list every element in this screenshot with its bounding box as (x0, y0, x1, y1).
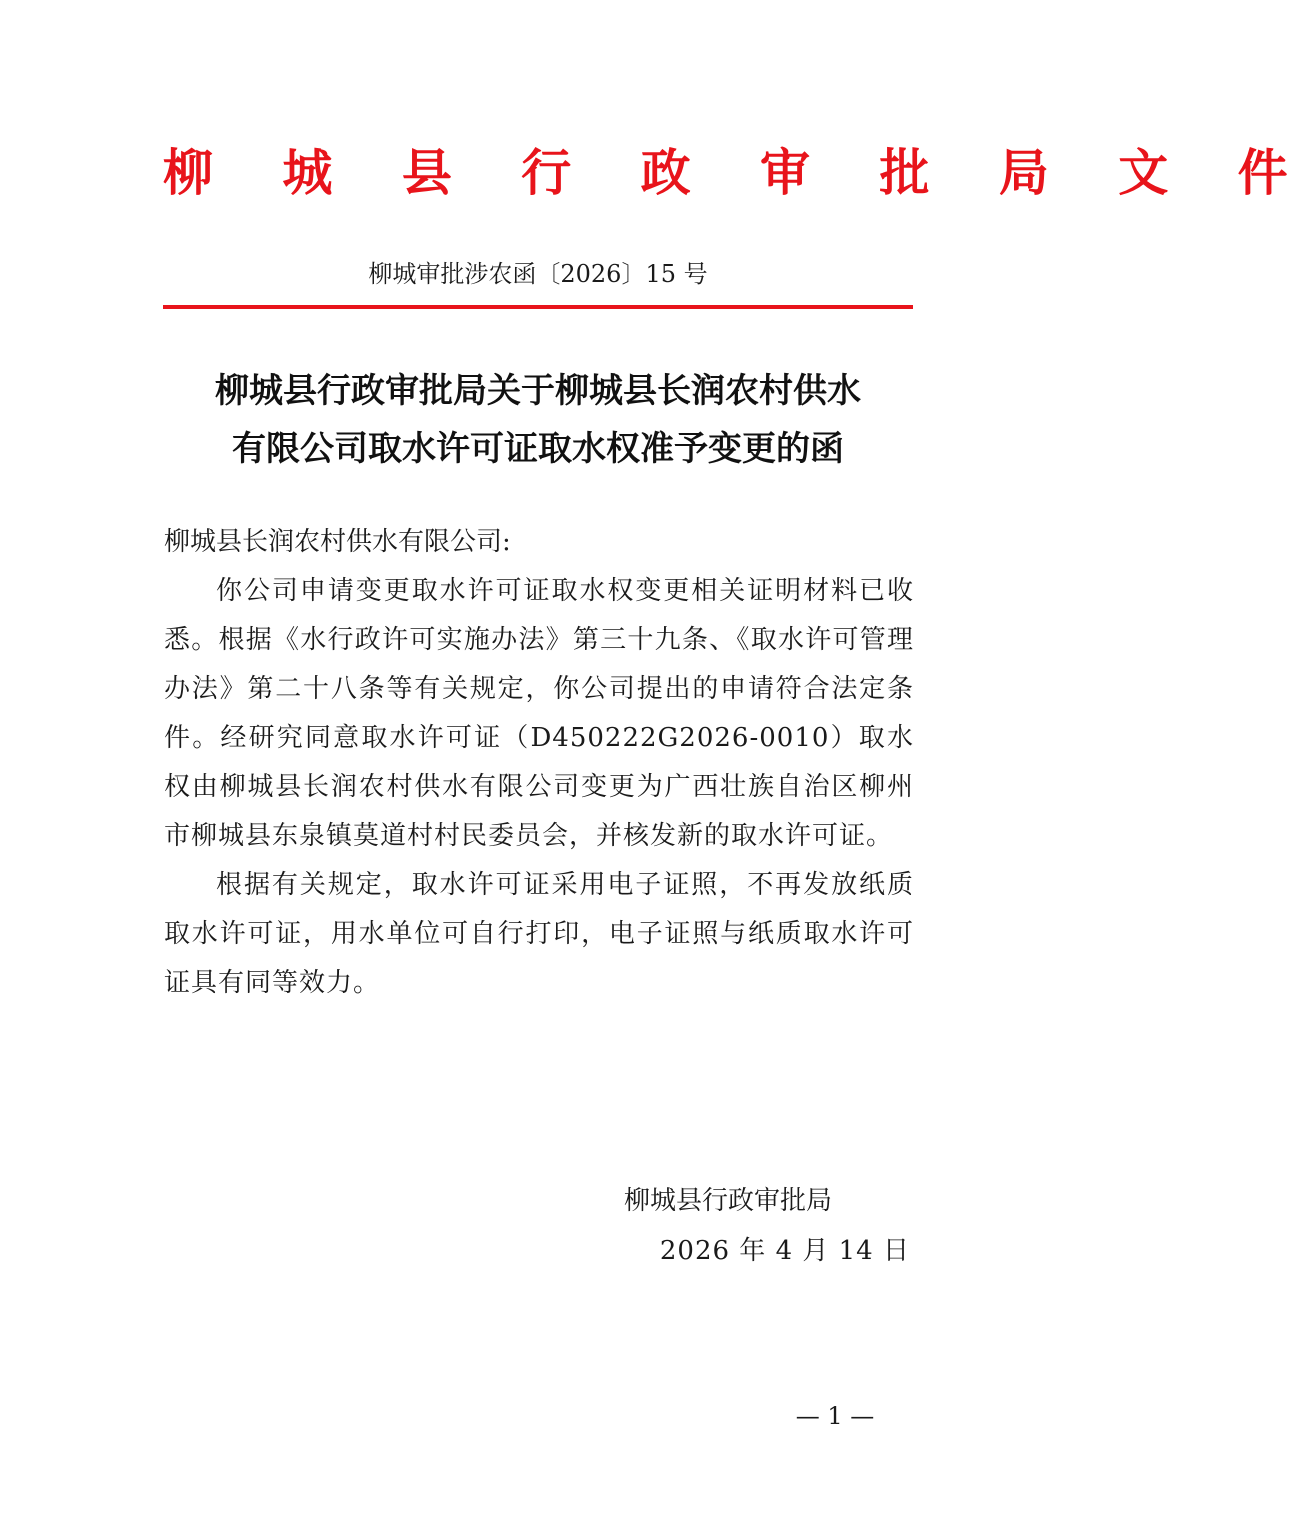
signature-date: 2026 年 4 月 14 日 (659, 1236, 910, 1266)
red-divider-line (163, 305, 913, 309)
salutation: 柳城县长润农村供水有限公司: (164, 527, 511, 557)
letter-title-line-1: 柳城县行政审批局关于柳城县长润农村供水 (215, 371, 861, 411)
body-paragraph-2: 根据有关规定，取水许可证采用电子证照，不再发放纸质取水许可证，用水单位可自行打印，电子证照与纸质取水许可证具有同等效力。 (164, 870, 914, 998)
document-number: 柳城审批涉农函〔2026〕15 号 (368, 260, 708, 288)
letter-title-line-2: 有限公司取水许可证取水权准予变更的函 (232, 429, 844, 469)
signature-block (560, 1176, 910, 1276)
letter-body (164, 518, 914, 1008)
page-number: — 1 — (795, 1402, 875, 1430)
document-header-title: 柳 城 县 行 政 审 批 局 文 件 (163, 144, 1314, 202)
signature-organization: 柳城县行政审批局 (624, 1186, 833, 1216)
letter-title (163, 362, 913, 478)
body-paragraph-1: 你公司申请变更取水许可证取水权变更相关证明材料已收悉。根据《水行政许可实施办法》第三十九条、《取水许可管理办法》第二十八条等有关规定，你公司提出的申请符合法定条件。经研究同意取水许可证（D450222G2026-0010）取水权由柳城县长润农村供水有限公司变更为广西壮族自治区柳州市柳城县东泉镇莫道村村民委员会，并核发新的取水许可证。 (164, 576, 914, 851)
